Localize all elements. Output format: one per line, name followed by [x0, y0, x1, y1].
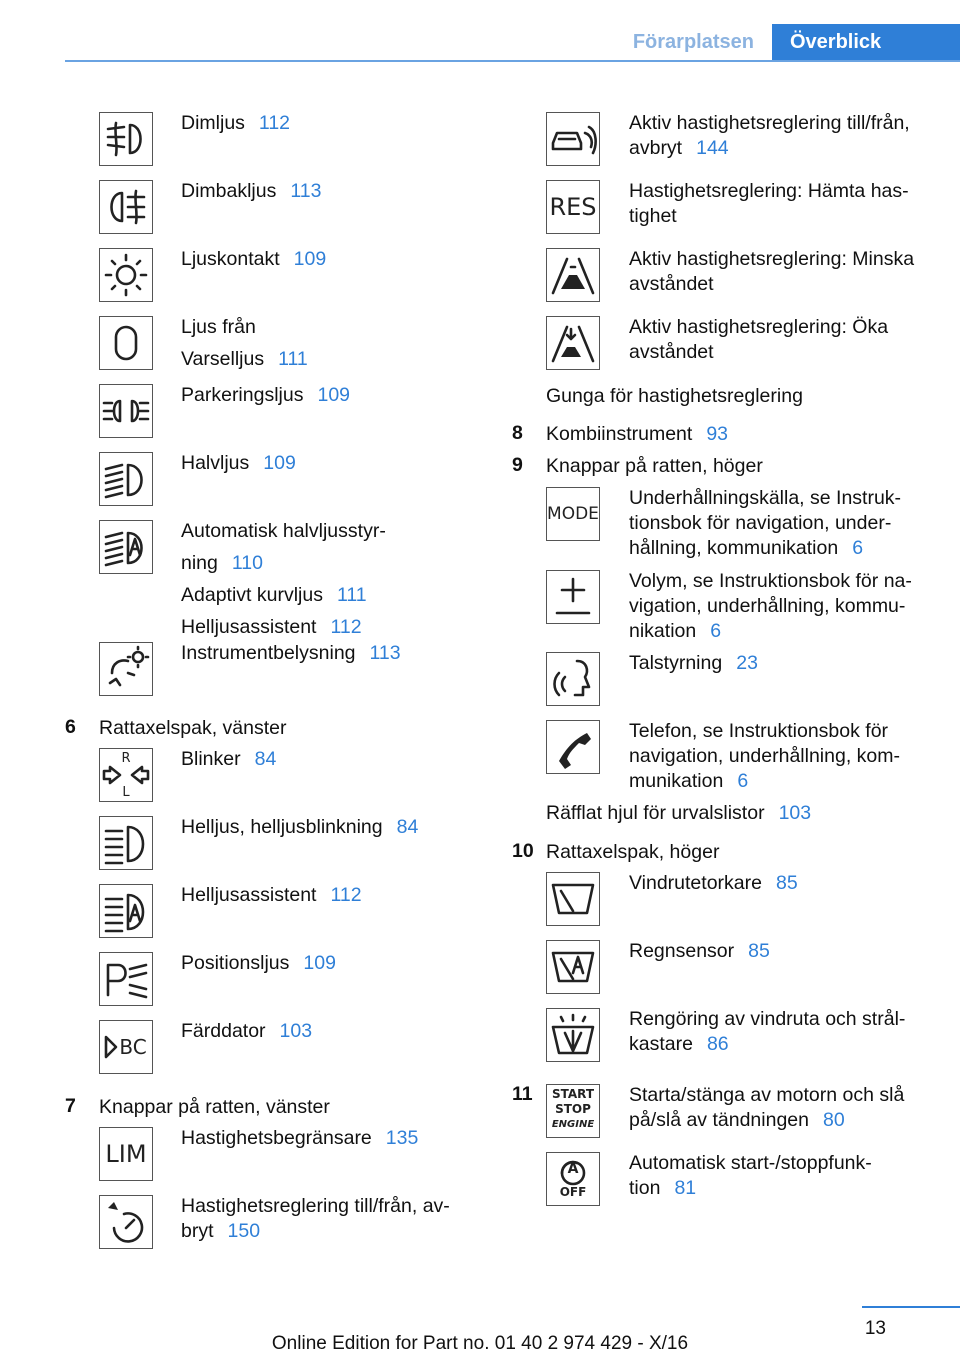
- page-link[interactable]: 109: [293, 248, 327, 270]
- entry-text: [629, 340, 714, 365]
- entry-text: [181, 315, 256, 340]
- entry-label: Helljus, helljusblinkning: [181, 816, 383, 838]
- entry-label: Knappar på ratten, vänster: [99, 1096, 330, 1118]
- page-link[interactable]: 112: [330, 616, 362, 638]
- entry-label: vigation, underhållning, kommu-: [629, 595, 906, 617]
- entry-label: Adaptivt kurvljus: [181, 584, 323, 606]
- entry-label: på/slå av tändningen: [629, 1109, 809, 1131]
- entry-text: [629, 111, 910, 136]
- page-link[interactable]: 85: [775, 872, 798, 894]
- entry-label: Automatisk start-/stoppfunk-: [629, 1152, 872, 1174]
- entry-text: [181, 641, 401, 666]
- page-link[interactable]: 84: [396, 816, 419, 838]
- entry-label: tion: [629, 1177, 661, 1199]
- entry-text: [181, 347, 308, 372]
- header-active-tab[interactable]: Överblick: [772, 24, 960, 62]
- entry-text: [629, 871, 798, 896]
- entry-label: ning: [181, 552, 218, 574]
- entry-label: Talstyrning: [629, 652, 723, 674]
- entry-text: [629, 1007, 905, 1032]
- entry-text: [629, 136, 729, 161]
- entry-label: Färddator: [181, 1020, 266, 1042]
- entry-text: [629, 1108, 845, 1133]
- entry-text: [629, 1151, 872, 1176]
- auto-start-stop-glyph: OFF: [559, 1185, 587, 1199]
- volume-icon: [546, 570, 600, 624]
- page-link[interactable]: 109: [263, 452, 296, 474]
- edition-text: Online Edition for Part no. 01 40 2 974 429 - X/16: [271, 1333, 689, 1354]
- entry-text: [629, 204, 677, 229]
- entry-label: Halvljus: [181, 452, 250, 474]
- entry-label: Varselljus: [181, 348, 265, 370]
- entry-label: kastare: [629, 1033, 693, 1055]
- page-link[interactable]: 110: [231, 552, 263, 574]
- entry-text: [629, 1032, 729, 1057]
- page-link[interactable]: 23: [736, 652, 758, 674]
- entry-label: Regnsensor: [629, 940, 735, 962]
- turn-signal-glyph: L: [122, 785, 130, 800]
- entry-text: [181, 1126, 418, 1151]
- rain-sensor-icon: [546, 940, 600, 994]
- entry-text: [546, 840, 719, 865]
- entry-text: [629, 619, 721, 644]
- instrument-lighting-icon: [99, 642, 153, 696]
- entry-label: Dimljus: [181, 112, 245, 134]
- rear-fog-light-icon: [99, 180, 153, 234]
- voice-control-icon: [546, 652, 600, 706]
- entry-label: hållning, kommunikation: [629, 537, 839, 559]
- page-link[interactable]: 111: [278, 348, 308, 370]
- entry-label: Starta/stänga av motorn och slå: [629, 1084, 905, 1106]
- entry-label: Knappar på ratten, höger: [546, 455, 763, 477]
- entry-text: [546, 454, 763, 479]
- entry-text: [181, 247, 326, 272]
- entry-text: [181, 519, 386, 544]
- entry-label: munikation: [629, 770, 724, 792]
- page-number: 13: [864, 1318, 886, 1339]
- page-link[interactable]: 85: [748, 940, 770, 962]
- entry-label: nikation: [629, 620, 697, 642]
- entry-label: Aktiv hastighetsreglering: Minska: [629, 248, 915, 270]
- section-number: 9: [512, 454, 523, 476]
- entry-label: Ljus från: [181, 316, 256, 338]
- entry-text: [629, 939, 770, 964]
- entry-label: Aktiv hastighetsreglering till/från,: [629, 112, 910, 134]
- entry-text: [181, 883, 362, 908]
- start-stop-glyph: START: [551, 1087, 595, 1101]
- auto-low-beam-icon: [99, 520, 153, 574]
- entry-text: [181, 615, 362, 640]
- entry-text: [629, 769, 748, 794]
- entry-text: [181, 1219, 260, 1244]
- trip-computer-glyph: BC: [119, 1035, 147, 1059]
- auto-start-stop-icon: [546, 1152, 600, 1206]
- entry-text: [629, 486, 901, 511]
- entry-text: [629, 511, 891, 536]
- entry-text: [629, 651, 758, 676]
- cruise-control-icon: [99, 1195, 153, 1249]
- page-link[interactable]: 113: [290, 180, 322, 202]
- entry-text: [181, 551, 263, 576]
- entry-text: [629, 179, 909, 204]
- trip-computer-icon: [99, 1020, 153, 1074]
- page-link[interactable]: 109: [303, 952, 336, 974]
- entry-label: Rattaxelspak, vänster: [99, 717, 287, 739]
- section-number: 7: [65, 1095, 76, 1117]
- entry-label: navigation, underhållning, kom-: [629, 745, 901, 767]
- page-link[interactable]: 93: [706, 423, 729, 445]
- low-beam-icon: [99, 452, 153, 506]
- entry-text: [629, 594, 905, 619]
- entry-text: [181, 815, 418, 840]
- entry-text: [99, 716, 287, 741]
- turn-signal-icon: [99, 748, 153, 802]
- resume-icon: [546, 180, 600, 234]
- high-beam-assist-icon: [99, 884, 153, 938]
- resume-glyph: RES: [549, 193, 597, 221]
- entry-label: Helljusassistent: [181, 616, 317, 638]
- entry-label: Kombiinstrument: [546, 423, 693, 445]
- entry-text: [629, 569, 912, 594]
- page-link[interactable]: 6: [852, 537, 864, 559]
- start-stop-glyph: STOP: [555, 1102, 591, 1116]
- entry-text: [629, 744, 900, 769]
- page-link[interactable]: 103: [778, 802, 812, 824]
- page-link[interactable]: 144: [696, 137, 729, 159]
- entry-text: [629, 1176, 696, 1201]
- entry-label: Automatisk halvljusstyr-: [181, 520, 386, 542]
- entry-text: [181, 951, 336, 976]
- page-link[interactable]: 103: [279, 1020, 313, 1042]
- entry-label: tionsbok för navigation, under-: [629, 512, 892, 534]
- entry-label: Underhållningskälla, se Instruk-: [629, 487, 902, 509]
- distance-increase-icon: [546, 316, 600, 370]
- entry-label: Rengöring av vindruta och strål-: [629, 1008, 906, 1030]
- entry-text: [629, 315, 888, 340]
- speed-limiter-icon: [99, 1127, 153, 1181]
- entry-text: [629, 536, 863, 561]
- entry-label: Räfflat hjul för urvalslistor: [546, 802, 765, 824]
- entry-text: [546, 422, 728, 447]
- entry-label: Instrumentbelysning: [181, 642, 356, 664]
- page-link[interactable]: 112: [330, 884, 362, 906]
- start-stop-glyph: ENGINE: [551, 1119, 595, 1130]
- page-link[interactable]: 112: [258, 112, 291, 134]
- parking-light-icon: [99, 384, 153, 438]
- light-off-icon: [99, 316, 153, 370]
- entry-text: [181, 179, 321, 204]
- page-link[interactable]: 150: [227, 1220, 261, 1242]
- entry-text: [181, 1194, 450, 1219]
- page-link[interactable]: 113: [369, 642, 401, 664]
- telephone-icon: [546, 720, 600, 774]
- entry-text: [629, 719, 888, 744]
- entry-text: [629, 247, 914, 272]
- entry-label: Dimbakljus: [181, 180, 277, 202]
- entry-text: [546, 801, 811, 826]
- high-beam-icon: [99, 816, 153, 870]
- entry-label: Hastighetsreglering: Hämta has-: [629, 180, 909, 202]
- page-link[interactable]: 86: [706, 1033, 729, 1055]
- entry-label: avståndet: [629, 341, 714, 363]
- entry-text: [181, 383, 350, 408]
- wiper-icon: [546, 872, 600, 926]
- entry-label: Telefon, se Instruktionsbok för: [629, 720, 889, 742]
- entry-text: [181, 111, 290, 136]
- header-rule: [65, 60, 960, 62]
- section-number: 10: [512, 840, 534, 862]
- entry-label: Rattaxelspak, höger: [546, 841, 720, 863]
- entry-label: Helljusassistent: [181, 884, 317, 906]
- page-link[interactable]: 80: [822, 1109, 845, 1131]
- entry-text: [629, 1083, 904, 1108]
- entry-label: Hastighetsbegränsare: [181, 1127, 372, 1149]
- washer-icon: [546, 1008, 600, 1062]
- page-link[interactable]: 84: [254, 748, 277, 770]
- front-fog-light-icon: [99, 112, 153, 166]
- entry-text: [99, 1095, 330, 1120]
- entry-label: Gunga för hastighetsreglering: [546, 385, 803, 407]
- turn-signal-glyph: R: [121, 751, 131, 766]
- section-number: 6: [65, 716, 76, 738]
- distance-decrease-icon: [546, 248, 600, 302]
- entry-text: [181, 451, 296, 476]
- entry-label: Blinker: [181, 748, 241, 770]
- footer-rule: [862, 1306, 960, 1308]
- page-link[interactable]: 109: [317, 384, 351, 406]
- active-cruise-icon: [546, 112, 600, 166]
- page-link[interactable]: 81: [674, 1177, 697, 1199]
- page-link[interactable]: 111: [336, 584, 367, 606]
- entry-text: [181, 583, 367, 608]
- entry-text: [181, 1019, 312, 1044]
- page-link[interactable]: 135: [385, 1127, 419, 1149]
- entry-label: Positionsljus: [181, 952, 290, 974]
- position-light-icon: [99, 952, 153, 1006]
- section-number: 11: [512, 1083, 533, 1105]
- start-stop-icon: [546, 1084, 600, 1138]
- mode-glyph: MODE: [547, 504, 599, 524]
- entry-label: avbryt: [629, 137, 683, 159]
- entry-label: Volym, se Instruktionsbok för na-: [629, 570, 912, 592]
- entry-label: Ljuskontakt: [181, 248, 280, 270]
- light-switch-icon: [99, 248, 153, 302]
- entry-text: [629, 272, 714, 297]
- entry-label: Aktiv hastighetsreglering: Öka: [629, 316, 889, 338]
- page-link[interactable]: 6: [737, 770, 749, 792]
- auto-start-stop-glyph: A: [567, 1161, 579, 1177]
- mode-icon: [546, 487, 600, 541]
- entry-label: avståndet: [629, 273, 714, 295]
- entry-label: Hastighetsreglering till/från, av-: [181, 1195, 450, 1217]
- section-number: 8: [512, 422, 523, 444]
- entry-label: tighet: [629, 205, 677, 227]
- speed-limiter-glyph: LIM: [105, 1140, 147, 1168]
- entry-text: [546, 384, 803, 409]
- entry-label: Vindrutetorkare: [629, 872, 762, 894]
- entry-text: [181, 747, 276, 772]
- page-link[interactable]: 6: [710, 620, 722, 642]
- entry-label: bryt: [181, 1220, 214, 1242]
- header-tabs: [633, 24, 960, 62]
- entry-label: Parkeringsljus: [181, 384, 304, 406]
- header-section[interactable]: Förarplatsen: [632, 31, 754, 53]
